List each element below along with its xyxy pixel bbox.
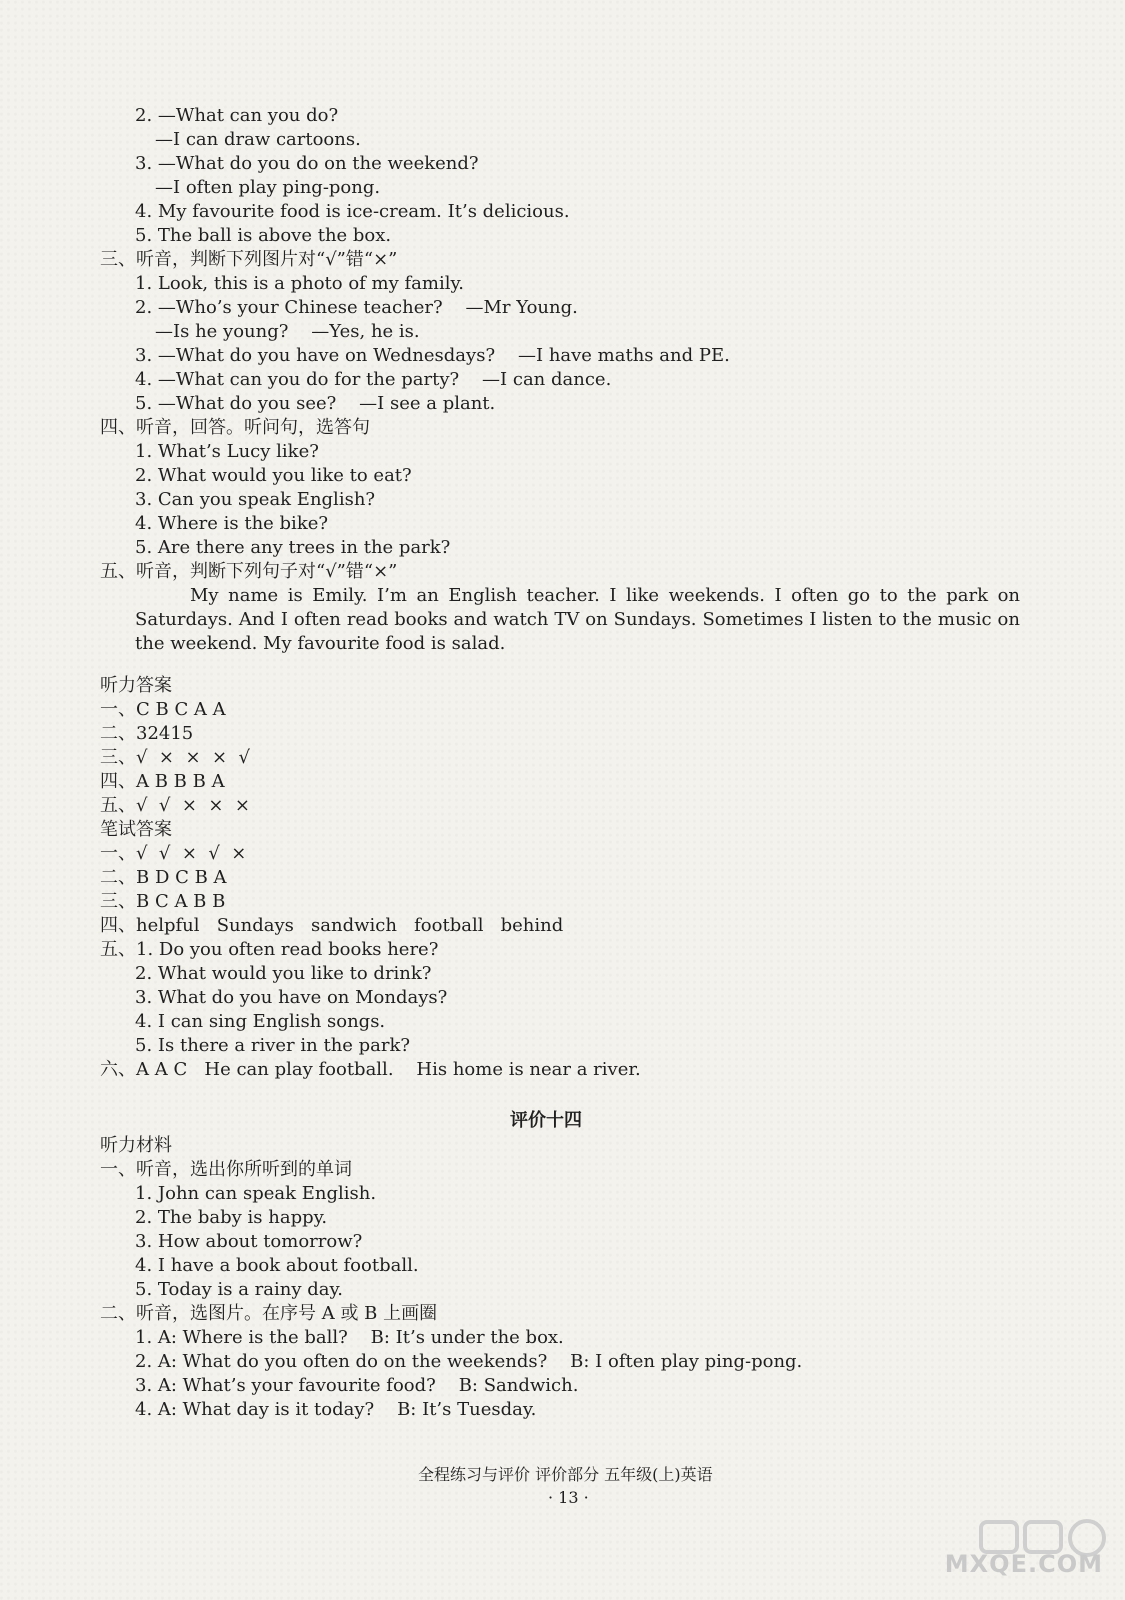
watermark-logo [944,1518,1115,1588]
text-line: 3. —What do you have on Wednesdays? —I have maths and PE. [135,345,730,366]
section-heading: 五、听音，判断下列句子对“√”错“×” [100,561,398,582]
text-line: 3. How about tomorrow? [135,1231,363,1252]
section-heading: 三、听音，判断下列图片对“√”错“×” [100,249,398,270]
text-line: 4. —What can you do for the party? —I can dance. [135,369,612,390]
section-heading: 笔试答案 [100,819,172,840]
text-line: 4. My favourite food is ice-cream. It’s delicious. [135,201,570,222]
passage-text: My name is Emily. I’m an English teacher. I like weekends. I often go to the park on Saturdays. And I often read books and watch TV on Sundays. Sometimes I listen to the music on the weekend. My favourite food is salad. [135,585,1020,654]
answer-line: 3. What do you have on Mondays? [135,987,448,1008]
section-heading: 一、听音，选出你所听到的单词 [100,1159,352,1180]
footer-title: 全程练习与评价 评价部分 五年级(上)英语 [418,1465,713,1484]
answer-line: 三、B C A B B [100,891,226,912]
answer-line: 一、√ √ × √ × [100,843,247,864]
answer-line: 二、B D C B A [100,867,227,888]
answer-line: 六、A A C He can play football. His home is near a river. [100,1059,641,1080]
page-section-title: 评价十四 [510,1110,582,1131]
text-line: 1. Look, this is a photo of my family. [135,273,464,294]
text-line: 2. The baby is happy. [135,1207,328,1228]
text-line: 2. What would you like to eat? [135,465,412,486]
text-line: —Is he young? —Yes, he is. [155,321,420,342]
answer-line: 四、A B B B A [100,771,225,792]
answer-line: 五、√ √ × × × [100,795,250,816]
answer-line: 二、32415 [100,723,194,744]
text-line: 5. The ball is above the box. [135,225,392,246]
text-line: 5. Are there any trees in the park? [135,537,451,558]
text-line: 3. A: What’s your favourite food? B: Sandwich. [135,1375,579,1396]
answer-line: 三、√ × × × √ [100,747,250,768]
section-heading: 听力材料 [100,1135,172,1156]
answer-line: 四、helpful Sundays sandwich football behind [100,915,564,936]
text-line: 1. John can speak English. [135,1183,377,1204]
text-line: —I can draw cartoons. [155,129,361,150]
text-line: 4. Where is the bike? [135,513,329,534]
text-line: 3. —What do you do on the weekend? [135,153,479,174]
text-line: 2. —Who’s your Chinese teacher? —Mr Young. [135,297,578,318]
answer-line: 五、1. Do you often read books here? [100,939,439,960]
answer-line: 一、C B C A A [100,699,226,720]
text-line: 1. What’s Lucy like? [135,441,319,462]
text-line: 4. I have a book about football. [135,1255,419,1276]
section-heading: 二、听音，选图片。在序号 A 或 B 上画圈 [100,1303,438,1324]
text-line: 4. A: What day is it today? B: It’s Tuesday. [135,1399,537,1420]
section-heading: 听力答案 [100,675,172,696]
text-line: 2. —What can you do? [135,105,339,126]
text-line: —I often play ping-pong. [155,177,381,198]
text-line: 3. Can you speak English? [135,489,376,510]
text-line: 2. A: What do you often do on the weekends? B: I often play ping-pong. [135,1351,803,1372]
text-line: 5. —What do you see? —I see a plant. [135,393,496,414]
answer-line: 4. I can sing English songs. [135,1011,386,1032]
page-number: · 13 · [548,1488,589,1507]
answer-line: 2. What would you like to drink? [135,963,432,984]
text-line: 1. A: Where is the ball? B: It’s under the box. [135,1327,564,1348]
watermark-text: MXQE.COM [944,1550,1103,1578]
passage-paragraph [135,584,1020,656]
text-line: 5. Today is a rainy day. [135,1279,343,1300]
section-heading: 四、听音，回答。听问句，选答句 [100,417,370,438]
answer-line: 5. Is there a river in the park? [135,1035,411,1056]
